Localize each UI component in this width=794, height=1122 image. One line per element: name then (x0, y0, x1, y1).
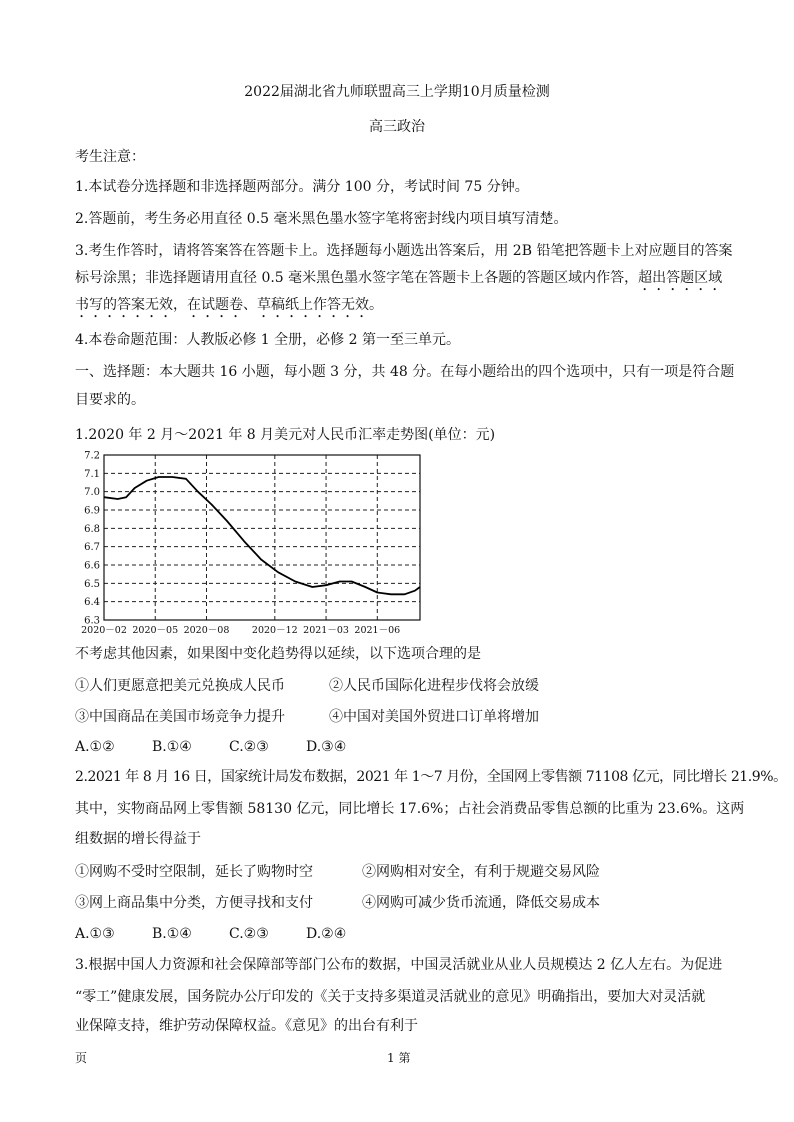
notice-item-3-end: 。 (369, 297, 383, 313)
notice-item-3-line-1: 3.考生作答时，请将答案答在答题卡上。选择题每小题选出答案后，用 2B 铅笔把答题卡上对应题目的答案 (75, 243, 733, 259)
section-heading-line-1: 一、选择题：本大题共 16 小题，每小题 3 分，共 48 分。在每小题给出的四个选项中，只有一项是符合题 (75, 364, 735, 380)
question-3-line-1: 3.根据中国人力资源和社会保障部等部门公布的数据，中国灵活就业从业人员规模达 2 亿人左右。为促进 (75, 957, 723, 973)
y-tick-label: 6.6 (84, 560, 100, 572)
question-1-option-1: ①人们更愿意把美元兑换成人民币 (75, 678, 285, 694)
question-2-choice-b: B.①④ (152, 926, 192, 942)
exchange-rate-chart (74, 450, 424, 636)
question-2-option-4: ④网购可减少货币流通，降低交易成本 (362, 895, 600, 911)
y-tick-label: 6.7 (84, 542, 100, 554)
question-1-choice-d: D.③④ (306, 739, 347, 755)
notice-item-2: 2.答题前，考生务必用直径 0.5 毫米黑色墨水签字笔将密封线内项目填写清楚。 (75, 211, 568, 227)
question-1-option-2: ②人民币国际化进程步伐将会放缓 (329, 678, 539, 694)
x-tick-label: 2020－12 (251, 625, 298, 636)
y-tick-label: 6.9 (84, 505, 100, 517)
question-1-choice-b: B.①④ (152, 739, 192, 755)
question-1-option-4: ④中国对美国外贸进口订单将增加 (329, 709, 539, 725)
y-tick-label: 7.0 (84, 487, 100, 499)
question-2-option-3: ③网上商品集中分类，方便寻找和支付 (75, 895, 313, 911)
question-2-choice-d: D.②④ (306, 926, 347, 942)
series-line (104, 477, 420, 594)
question-3-line-2: “零工”健康发展，国务院办公厅印发的《关于支持多渠道灵活就业的意见》明确指出，要加大对灵活就 (75, 989, 706, 1005)
x-tick-label: 2020－08 (183, 625, 230, 636)
page-title: 2022届湖北省九师联盟高三上学期10月质量检测 (244, 84, 550, 100)
question-2-line-3: 组数据的增长得益于 (75, 831, 201, 847)
notice-item-1: 1.本试卷分选择题和非选择题两部分。满分 100 分，考试时间 75 分钟。 (75, 179, 529, 195)
footer-left: 页 (75, 1051, 88, 1065)
notice-item-3-line-3 (75, 296, 383, 321)
notice-heading: 考生注意： (75, 149, 145, 165)
notice-item-3-text: 标号涂黑；非选择题请用直径 0.5 毫米黑色墨水签字笔在答题卡上各题的答题区域内作答， (75, 270, 639, 286)
y-tick-label: 7.2 (84, 450, 100, 462)
section-heading-line-2: 目要求的。 (75, 392, 145, 408)
y-tick-label: 6.3 (84, 615, 100, 627)
question-1-option-3: ③中国商品在美国市场竞争力提升 (75, 709, 285, 725)
x-tick-label: 2021－03 (303, 625, 349, 636)
y-tick-label: 7.1 (84, 468, 100, 480)
notice-item-4: 4.本卷命题范围：人教版必修 1 全册，必修 2 第一至三单元。 (75, 332, 460, 348)
question-2-line-1: 2.2021 年 8 月 16 日，国家统计局发布数据，2021 年 1～7 月份，全国网上零售额 71108 亿元，同比增长 21.9%。 (75, 769, 787, 785)
question-2-option-1: ①网购不受时空限制，延长了购物时空 (75, 864, 313, 880)
notice-item-3-line-2 (75, 269, 722, 294)
subject-title: 高三政治 (369, 119, 425, 135)
x-tick-label: 2021－06 (354, 625, 401, 636)
question-2-choice-a: A.①③ (75, 926, 115, 942)
y-tick-label: 6.8 (84, 523, 100, 535)
question-2-line-2: 其中，实物商品网上零售额 58130 亿元，同比增长 17.6%；占社会消费品零售总额的比重为 23.6%。这两 (75, 801, 745, 817)
question-2-option-2: ②网购相对安全，有利于规避交易风险 (362, 864, 600, 880)
notice-emphasis: 超出答题区域 (638, 270, 723, 286)
x-tick-label: 2020－02 (81, 625, 127, 636)
question-1-choice-a: A.①② (75, 739, 115, 755)
question-1-stem: 1.2020 年 2 月～2021 年 8 月美元对人民币汇率走势图(单位：元) (75, 427, 496, 443)
question-1-prompt: 不考虑其他因素，如果图中变化趋势得以延续，以下选项合理的是 (75, 646, 481, 662)
y-tick-label: 6.4 (84, 597, 100, 609)
question-1-choice-c: C.②③ (229, 739, 269, 755)
notice-emphasis: 书写的答案无效，在试题卷、草稿纸上作答无效 (75, 297, 369, 313)
question-2-choice-c: C.②③ (229, 926, 269, 942)
x-tick-label: 2020－05 (132, 625, 179, 636)
footer-page-number: 1 第 (387, 1051, 411, 1065)
y-tick-label: 6.5 (84, 578, 100, 590)
question-3-line-3: 业保障支持，维护劳动保障权益。《意见》的出台有利于 (75, 1018, 418, 1034)
